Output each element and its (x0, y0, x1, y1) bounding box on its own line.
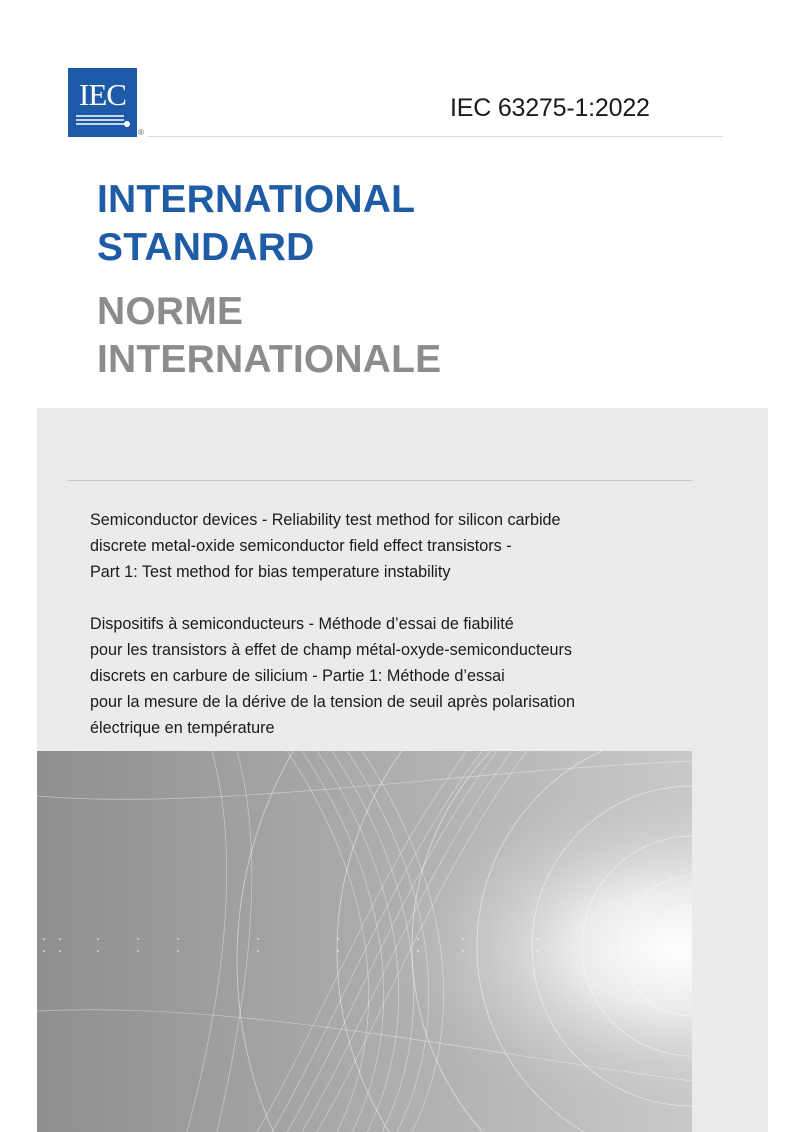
iec-logo-text: IEC (79, 77, 126, 112)
description-french-line: pour les transistors à effet de champ métal-oxyde-semiconducteurs (90, 641, 572, 659)
description-french-line: discrets en carbure de silicium - Partie 1: Méthode d’essai (90, 667, 505, 685)
title-english-line2: STANDARD (97, 226, 315, 269)
description-english-line: Part 1: Test method for bias temperature instability (90, 563, 451, 581)
description-english-line: Semiconductor devices - Reliability test method for silicon carbide (90, 511, 561, 529)
iec-logo (68, 68, 137, 137)
description-french-line: Dispositifs à semiconducteurs - Méthode d’essai de fiabilité (90, 615, 514, 633)
header-divider (148, 136, 723, 137)
description-english-line: discrete metal-oxide semiconductor field effect transistors - (90, 537, 512, 555)
title-french-line2: INTERNATIONALE (97, 338, 442, 381)
registered-mark: ® (138, 128, 144, 137)
title-french (97, 288, 441, 384)
iec-logo-lines-icon (76, 114, 132, 130)
description-english (90, 507, 561, 585)
description-french-line: électrique en température (90, 719, 275, 737)
decorative-cover-artwork (37, 751, 692, 1132)
title-english (97, 176, 415, 272)
description-french (90, 611, 575, 741)
description-french-line: pour la mesure de la dérive de la tension de seuil après polarisation (90, 693, 576, 711)
document-reference: IEC 63275-1:2022 (450, 94, 650, 122)
panel-divider (68, 480, 692, 481)
title-french-line1: NORME (97, 290, 244, 333)
title-english-line1: INTERNATIONAL (97, 178, 416, 221)
